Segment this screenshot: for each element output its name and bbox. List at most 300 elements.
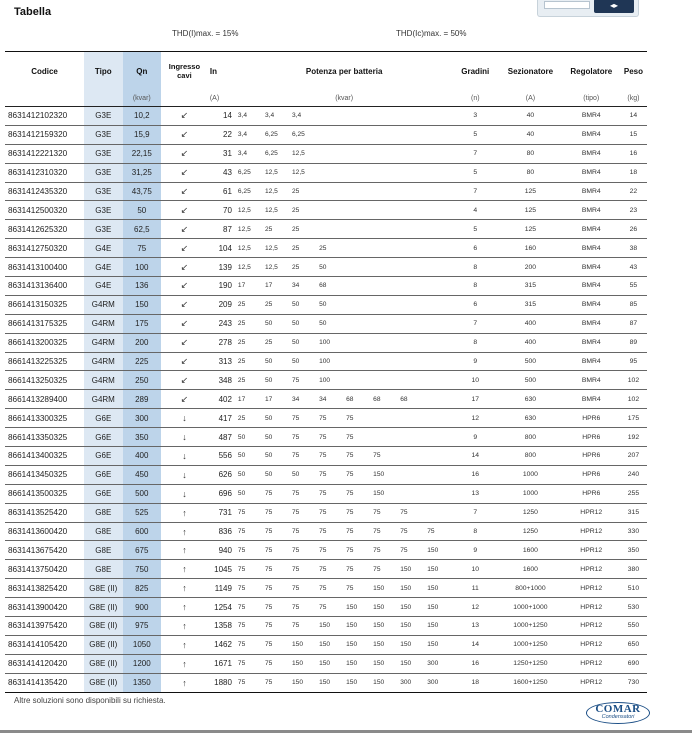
cable-entry-arrow-icon: ↓ — [161, 447, 208, 466]
comar-logo — [586, 702, 650, 724]
table-row — [5, 390, 647, 409]
cell-regolatore: HPR6 — [563, 409, 620, 428]
cell-battery-4: 75 — [317, 541, 344, 560]
cell-sezionatore: 125 — [498, 201, 563, 220]
cell-peso: 207 — [620, 447, 647, 466]
cell-codice: 8631412435320 — [5, 182, 84, 201]
table-row — [5, 314, 647, 333]
table-row — [5, 484, 647, 503]
cell-battery-7: 150 — [398, 579, 425, 598]
cell-battery-3: 34 — [290, 277, 317, 296]
table-row — [5, 352, 647, 371]
cell-battery-1: 17 — [236, 390, 263, 409]
cell-battery-5 — [344, 144, 371, 163]
cell-regolatore: BMR4 — [563, 107, 620, 126]
cable-entry-arrow-icon: ↑ — [161, 654, 208, 673]
cell-qn: 225 — [123, 352, 161, 371]
col-header-potenza: Potenza per batteria — [236, 52, 452, 91]
cell-battery-1: 12,5 — [236, 220, 263, 239]
cell-sezionatore: 1600+1250 — [498, 673, 563, 692]
cell-peso: 510 — [620, 579, 647, 598]
cell-battery-2: 50 — [263, 352, 290, 371]
cell-battery-7 — [398, 220, 425, 239]
table-row — [5, 220, 647, 239]
cell-regolatore: BMR4 — [563, 182, 620, 201]
cell-regolatore: HPR12 — [563, 522, 620, 541]
cable-entry-arrow-icon: ↙ — [161, 239, 208, 258]
cell-battery-1: 6,25 — [236, 163, 263, 182]
cell-in: 22 — [208, 125, 236, 144]
cell-battery-7 — [398, 447, 425, 466]
table-row — [5, 258, 647, 277]
cell-sezionatore: 125 — [498, 220, 563, 239]
cell-qn: 43,75 — [123, 182, 161, 201]
cell-peso: 350 — [620, 541, 647, 560]
cell-battery-6 — [371, 314, 398, 333]
cell-battery-5 — [344, 125, 371, 144]
cell-battery-5 — [344, 371, 371, 390]
cell-battery-4: 50 — [317, 258, 344, 277]
cell-battery-2: 50 — [263, 428, 290, 447]
cell-battery-5: 75 — [344, 541, 371, 560]
cell-battery-2: 50 — [263, 371, 290, 390]
cell-battery-4: 75 — [317, 465, 344, 484]
cell-gradini: 11 — [452, 579, 498, 598]
cable-entry-arrow-icon: ↙ — [161, 144, 208, 163]
cell-battery-3: 75 — [290, 560, 317, 579]
cell-battery-2: 75 — [263, 598, 290, 617]
cell-peso: 650 — [620, 635, 647, 654]
cable-entry-arrow-icon: ↑ — [161, 579, 208, 598]
table-row — [5, 144, 647, 163]
unit-gradini: (n) — [452, 90, 498, 107]
cell-peso: 240 — [620, 465, 647, 484]
cell-battery-5: 75 — [344, 484, 371, 503]
cell-battery-4: 150 — [317, 673, 344, 692]
cell-battery-5: 75 — [344, 560, 371, 579]
unit-peso: (kg) — [620, 90, 647, 107]
cell-gradini: 16 — [452, 465, 498, 484]
cell-battery-5 — [344, 239, 371, 258]
cell-battery-3: 50 — [290, 465, 317, 484]
cell-battery-4: 75 — [317, 598, 344, 617]
cell-codice: 8661413500325 — [5, 484, 84, 503]
cell-battery-7 — [398, 409, 425, 428]
cell-battery-1: 3,4 — [236, 144, 263, 163]
cell-battery-2: 12,5 — [263, 258, 290, 277]
footnote: Altre soluzioni sono disponibili su richiesta. — [14, 696, 166, 705]
cell-battery-6 — [371, 371, 398, 390]
table-row — [5, 333, 647, 352]
cell-in: 87 — [208, 220, 236, 239]
cell-battery-1: 75 — [236, 598, 263, 617]
table-row — [5, 125, 647, 144]
cell-battery-5: 75 — [344, 447, 371, 466]
cell-tipo: G3E — [84, 220, 122, 239]
cell-gradini: 4 — [452, 201, 498, 220]
cell-battery-4 — [317, 201, 344, 220]
cell-codice: 8631414120420 — [5, 654, 84, 673]
cell-tipo: G4E — [84, 258, 122, 277]
cell-battery-8 — [425, 503, 452, 522]
cell-battery-4: 50 — [317, 314, 344, 333]
col-header-tipo: Tipo — [84, 52, 122, 91]
cell-battery-2: 75 — [263, 560, 290, 579]
cell-codice: 8631414135420 — [5, 673, 84, 692]
cell-battery-6 — [371, 258, 398, 277]
cell-in: 278 — [208, 333, 236, 352]
cell-regolatore: HPR12 — [563, 673, 620, 692]
cell-battery-7: 150 — [398, 635, 425, 654]
cell-battery-8 — [425, 107, 452, 126]
product-image — [537, 0, 639, 17]
cell-battery-1: 3,4 — [236, 107, 263, 126]
cell-battery-3: 75 — [290, 428, 317, 447]
cell-peso: 85 — [620, 295, 647, 314]
col-header-in: In — [208, 52, 236, 91]
cell-tipo: G8E — [84, 503, 122, 522]
cell-in: 1045 — [208, 560, 236, 579]
cell-battery-6: 150 — [371, 484, 398, 503]
cell-battery-8 — [425, 258, 452, 277]
cell-battery-7: 75 — [398, 503, 425, 522]
cell-peso: 14 — [620, 107, 647, 126]
cell-battery-2: 6,25 — [263, 125, 290, 144]
cell-peso: 38 — [620, 239, 647, 258]
cell-in: 31 — [208, 144, 236, 163]
cell-battery-1: 25 — [236, 352, 263, 371]
cell-regolatore: HPR12 — [563, 654, 620, 673]
cell-battery-1: 25 — [236, 371, 263, 390]
cell-battery-3: 75 — [290, 522, 317, 541]
cell-peso: 95 — [620, 352, 647, 371]
cell-battery-3: 150 — [290, 654, 317, 673]
cell-gradini: 10 — [452, 560, 498, 579]
product-table — [5, 51, 647, 693]
cable-entry-arrow-icon: ↑ — [161, 522, 208, 541]
cell-codice: 8631413675420 — [5, 541, 84, 560]
cell-battery-1: 50 — [236, 484, 263, 503]
cell-battery-7 — [398, 163, 425, 182]
logo-name: COMAR — [595, 703, 641, 715]
cell-battery-5 — [344, 295, 371, 314]
cell-gradini: 7 — [452, 314, 498, 333]
page-title: Tabella — [14, 6, 52, 18]
cell-regolatore: BMR4 — [563, 295, 620, 314]
cell-peso: 175 — [620, 409, 647, 428]
cell-regolatore: HPR6 — [563, 484, 620, 503]
cell-gradini: 5 — [452, 125, 498, 144]
cell-battery-7 — [398, 182, 425, 201]
cell-battery-1: 25 — [236, 314, 263, 333]
cell-battery-4: 68 — [317, 277, 344, 296]
cell-regolatore: BMR4 — [563, 144, 620, 163]
cell-battery-5 — [344, 182, 371, 201]
cell-in: 190 — [208, 277, 236, 296]
cell-battery-1: 25 — [236, 409, 263, 428]
cell-in: 14 — [208, 107, 236, 126]
cell-battery-2: 50 — [263, 409, 290, 428]
cell-peso: 530 — [620, 598, 647, 617]
cell-battery-5 — [344, 314, 371, 333]
cell-battery-2: 75 — [263, 617, 290, 636]
cell-qn: 289 — [123, 390, 161, 409]
cell-regolatore: HPR12 — [563, 598, 620, 617]
cell-codice: 8631414105420 — [5, 635, 84, 654]
cell-battery-5: 75 — [344, 503, 371, 522]
cell-sezionatore: 500 — [498, 371, 563, 390]
cell-peso: 102 — [620, 371, 647, 390]
cell-battery-4: 150 — [317, 654, 344, 673]
table-row — [5, 465, 647, 484]
cell-sezionatore: 500 — [498, 352, 563, 371]
cell-battery-1: 17 — [236, 277, 263, 296]
cell-regolatore: HPR12 — [563, 503, 620, 522]
cell-gradini: 12 — [452, 598, 498, 617]
cell-sezionatore: 160 — [498, 239, 563, 258]
cell-codice: 8661413350325 — [5, 428, 84, 447]
cell-battery-8: 150 — [425, 560, 452, 579]
cell-sezionatore: 1250 — [498, 503, 563, 522]
cable-entry-arrow-icon: ↙ — [161, 220, 208, 239]
cell-battery-8 — [425, 409, 452, 428]
cell-regolatore: BMR4 — [563, 277, 620, 296]
cell-battery-1: 50 — [236, 465, 263, 484]
cell-codice: 8661413400325 — [5, 447, 84, 466]
cell-battery-3: 75 — [290, 484, 317, 503]
cell-tipo: G4RM — [84, 314, 122, 333]
col-header-codice: Codice — [5, 52, 84, 91]
cell-in: 487 — [208, 428, 236, 447]
cell-in: 626 — [208, 465, 236, 484]
cell-codice: 8661413175325 — [5, 314, 84, 333]
cell-codice: 8631413825420 — [5, 579, 84, 598]
cell-qn: 350 — [123, 428, 161, 447]
cell-peso: 330 — [620, 522, 647, 541]
cell-codice: 8631413525420 — [5, 503, 84, 522]
cell-battery-7 — [398, 428, 425, 447]
logo-sub: Condensatori — [601, 714, 635, 720]
cell-codice: 8661413150325 — [5, 295, 84, 314]
cell-regolatore: HPR12 — [563, 635, 620, 654]
unit-qn: (kvar) — [123, 90, 161, 107]
cell-tipo: G8E (II) — [84, 673, 122, 692]
cell-battery-3: 50 — [290, 314, 317, 333]
cell-battery-3: 50 — [290, 333, 317, 352]
cell-peso: 15 — [620, 125, 647, 144]
cell-battery-3: 34 — [290, 390, 317, 409]
cell-battery-5: 75 — [344, 465, 371, 484]
table-row — [5, 447, 647, 466]
cell-battery-5 — [344, 277, 371, 296]
cell-tipo: G3E — [84, 201, 122, 220]
cell-battery-5: 75 — [344, 522, 371, 541]
cell-codice: 8631413975420 — [5, 617, 84, 636]
cell-sezionatore: 630 — [498, 390, 563, 409]
cell-sezionatore: 315 — [498, 295, 563, 314]
cell-in: 731 — [208, 503, 236, 522]
cell-gradini: 9 — [452, 428, 498, 447]
cell-codice: 8661413289400 — [5, 390, 84, 409]
cell-tipo: G8E (II) — [84, 598, 122, 617]
cell-qn: 10,2 — [123, 107, 161, 126]
cell-tipo: G4RM — [84, 352, 122, 371]
cell-battery-8: 300 — [425, 654, 452, 673]
unit-regolatore: (tipo) — [563, 90, 620, 107]
unit-in: (A) — [208, 90, 236, 107]
table-row — [5, 654, 647, 673]
cell-gradini: 14 — [452, 447, 498, 466]
cell-tipo: G4RM — [84, 295, 122, 314]
cell-battery-7 — [398, 258, 425, 277]
col-header-sezionatore: Sezionatore — [498, 52, 563, 91]
cell-battery-8 — [425, 182, 452, 201]
table-row — [5, 182, 647, 201]
cell-gradini: 12 — [452, 409, 498, 428]
cell-battery-5: 150 — [344, 673, 371, 692]
cell-tipo: G8E — [84, 560, 122, 579]
cell-battery-1: 25 — [236, 333, 263, 352]
cell-battery-2: 6,25 — [263, 144, 290, 163]
cell-battery-5 — [344, 201, 371, 220]
cell-battery-4: 25 — [317, 239, 344, 258]
cell-qn: 450 — [123, 465, 161, 484]
cell-sezionatore: 1000 — [498, 465, 563, 484]
cell-battery-4 — [317, 182, 344, 201]
cell-battery-8: 150 — [425, 635, 452, 654]
cell-battery-1: 12,5 — [236, 258, 263, 277]
cell-battery-8 — [425, 239, 452, 258]
cell-battery-5 — [344, 163, 371, 182]
cell-battery-8: 75 — [425, 522, 452, 541]
cell-sezionatore: 800 — [498, 447, 563, 466]
cell-battery-1: 75 — [236, 560, 263, 579]
cell-battery-8 — [425, 144, 452, 163]
cell-battery-6: 75 — [371, 541, 398, 560]
cell-codice: 8661413225325 — [5, 352, 84, 371]
cell-qn: 1050 — [123, 635, 161, 654]
cell-tipo: G3E — [84, 125, 122, 144]
cell-battery-3: 75 — [290, 598, 317, 617]
cell-sezionatore: 80 — [498, 144, 563, 163]
cell-peso: 102 — [620, 390, 647, 409]
cell-battery-5 — [344, 352, 371, 371]
cell-battery-3: 150 — [290, 673, 317, 692]
unit-sezionatore: (A) — [498, 90, 563, 107]
cell-codice: 8661413250325 — [5, 371, 84, 390]
cell-battery-3: 25 — [290, 239, 317, 258]
cell-battery-7 — [398, 484, 425, 503]
cell-peso: 55 — [620, 277, 647, 296]
cell-battery-3: 75 — [290, 541, 317, 560]
cell-tipo: G4RM — [84, 371, 122, 390]
cell-battery-7: 150 — [398, 598, 425, 617]
cell-tipo: G6E — [84, 409, 122, 428]
cell-regolatore: BMR4 — [563, 333, 620, 352]
cell-in: 104 — [208, 239, 236, 258]
cell-tipo: G6E — [84, 465, 122, 484]
cell-battery-2: 75 — [263, 541, 290, 560]
cell-peso: 89 — [620, 333, 647, 352]
cell-battery-6: 150 — [371, 673, 398, 692]
cell-battery-4 — [317, 107, 344, 126]
cell-battery-7 — [398, 465, 425, 484]
cell-in: 43 — [208, 163, 236, 182]
cell-battery-4: 75 — [317, 428, 344, 447]
cell-in: 1254 — [208, 598, 236, 617]
cell-battery-6 — [371, 125, 398, 144]
table-row — [5, 541, 647, 560]
cell-battery-7: 68 — [398, 390, 425, 409]
cell-battery-7 — [398, 144, 425, 163]
cell-qn: 900 — [123, 598, 161, 617]
cell-battery-1: 12,5 — [236, 239, 263, 258]
cell-battery-6: 150 — [371, 579, 398, 598]
cell-qn: 1200 — [123, 654, 161, 673]
cell-battery-7: 300 — [398, 673, 425, 692]
cable-entry-arrow-icon: ↓ — [161, 465, 208, 484]
cell-battery-4: 75 — [317, 447, 344, 466]
cell-battery-5: 75 — [344, 579, 371, 598]
cell-battery-6 — [371, 409, 398, 428]
cell-tipo: G8E — [84, 522, 122, 541]
cell-sezionatore: 40 — [498, 125, 563, 144]
cell-sezionatore: 1000+1250 — [498, 617, 563, 636]
cell-battery-8 — [425, 314, 452, 333]
cell-battery-1: 25 — [236, 295, 263, 314]
cell-battery-2: 75 — [263, 522, 290, 541]
cell-codice: 8631412221320 — [5, 144, 84, 163]
cell-gradini: 6 — [452, 239, 498, 258]
cell-battery-8 — [425, 447, 452, 466]
cell-tipo: G3E — [84, 107, 122, 126]
cell-regolatore: BMR4 — [563, 258, 620, 277]
cell-battery-8: 150 — [425, 579, 452, 598]
cell-battery-5: 150 — [344, 598, 371, 617]
cell-regolatore: HPR12 — [563, 579, 620, 598]
cell-battery-1: 50 — [236, 428, 263, 447]
cell-in: 313 — [208, 352, 236, 371]
cell-peso: 690 — [620, 654, 647, 673]
cell-sezionatore: 400 — [498, 333, 563, 352]
cell-in: 61 — [208, 182, 236, 201]
cell-gradini: 10 — [452, 371, 498, 390]
cell-battery-1: 75 — [236, 541, 263, 560]
cell-tipo: G8E (II) — [84, 635, 122, 654]
cell-battery-6 — [371, 428, 398, 447]
cable-entry-arrow-icon: ↑ — [161, 617, 208, 636]
cell-battery-3: 12,5 — [290, 144, 317, 163]
cell-battery-4: 75 — [317, 522, 344, 541]
cell-gradini: 7 — [452, 503, 498, 522]
cell-battery-2: 75 — [263, 654, 290, 673]
table-row — [5, 560, 647, 579]
cell-battery-5 — [344, 333, 371, 352]
cell-battery-4: 34 — [317, 390, 344, 409]
cell-battery-5 — [344, 258, 371, 277]
cell-battery-8 — [425, 277, 452, 296]
cell-codice: 8631412102320 — [5, 107, 84, 126]
cell-battery-2: 25 — [263, 295, 290, 314]
cell-regolatore: BMR4 — [563, 125, 620, 144]
cell-battery-4: 50 — [317, 295, 344, 314]
cell-sezionatore: 1000+1000 — [498, 598, 563, 617]
cell-gradini: 5 — [452, 163, 498, 182]
cell-battery-1: 75 — [236, 617, 263, 636]
cell-battery-4 — [317, 125, 344, 144]
cell-battery-2: 12,5 — [263, 239, 290, 258]
cell-gradini: 8 — [452, 333, 498, 352]
